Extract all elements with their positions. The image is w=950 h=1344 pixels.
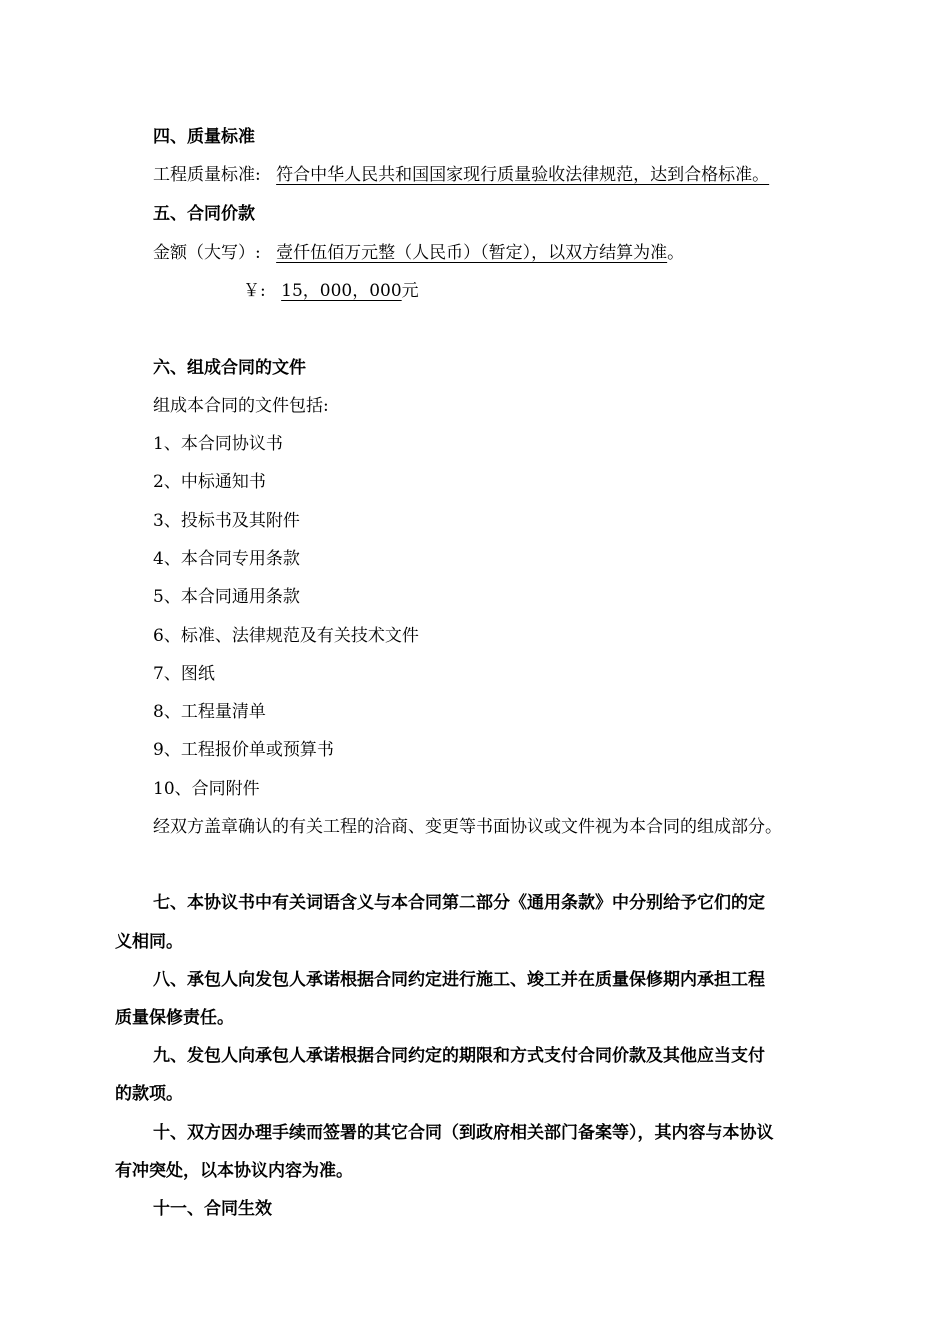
document-item: 4、本合同专用条款 (153, 549, 300, 569)
document-item: 6、标准、法律规范及有关技术文件 (153, 626, 419, 646)
document-item: 9、工程报价单或预算书 (153, 740, 334, 760)
document-item: 7、图纸 (153, 664, 215, 684)
amount-words-suffix: 。 (667, 243, 685, 263)
section-6-heading: 六、组成合同的文件 (153, 358, 306, 378)
document-item: 10、合同附件 (153, 779, 260, 799)
section-8-line-2: 质量保修责任。 (115, 1008, 234, 1028)
section-9-line-2: 的款项。 (115, 1084, 183, 1104)
document-item: 8、工程量清单 (153, 702, 266, 722)
documents-closing: 经双方盖章确认的有关工程的洽商、变更等书面协议或文件视为本合同的组成部分。 (153, 817, 782, 837)
section-7-line-2: 义相同。 (115, 932, 183, 952)
section-4-heading: 四、质量标准 (153, 127, 255, 147)
section-5-heading: 五、合同价款 (153, 204, 255, 224)
section-10-line-2: 有冲突处，以本协议内容为准。 (115, 1161, 353, 1181)
document-item: 2、中标通知书 (153, 472, 266, 492)
section-7-line-1: 七、本协议书中有关词语含义与本合同第二部分《通用条款》中分别给予它们的定 (153, 893, 765, 913)
quality-standard-value: 符合中华人民共和国国家现行质量验收法律规范，达到合格标准。 (276, 165, 770, 185)
section-11-heading: 十一、合同生效 (153, 1199, 272, 1219)
quality-standard-label: 工程质量标准: (153, 165, 261, 185)
amount-number-value: 15，000，000 (281, 281, 402, 301)
documents-intro: 组成本合同的文件包括: (153, 396, 329, 416)
section-9-line-1: 九、发包人向承包人承诺根据合同约定的期限和方式支付合同价款及其他应当支付 (153, 1046, 765, 1066)
amount-number-row (243, 280, 419, 302)
amount-words-row (153, 242, 684, 264)
quality-standard-row (153, 164, 769, 186)
document-item: 3、投标书及其附件 (153, 511, 300, 531)
section-8-line-1: 八、承包人向发包人承诺根据合同约定进行施工、竣工并在质量保修期内承担工程 (153, 970, 765, 990)
document-item: 5、本合同通用条款 (153, 587, 300, 607)
amount-words-label: 金额（大写）: (153, 243, 261, 263)
document-item: 1、本合同协议书 (153, 434, 283, 454)
section-10-line-1: 十、双方因办理手续而签署的其它合同（到政府相关部门备案等），其内容与本协议 (153, 1123, 774, 1143)
amount-number-unit: 元 (401, 281, 419, 301)
amount-words-value: 壹仟伍佰万元整（人民币）（暂定），以双方结算为准 (276, 243, 668, 263)
amount-number-label: ￥: (243, 281, 266, 301)
